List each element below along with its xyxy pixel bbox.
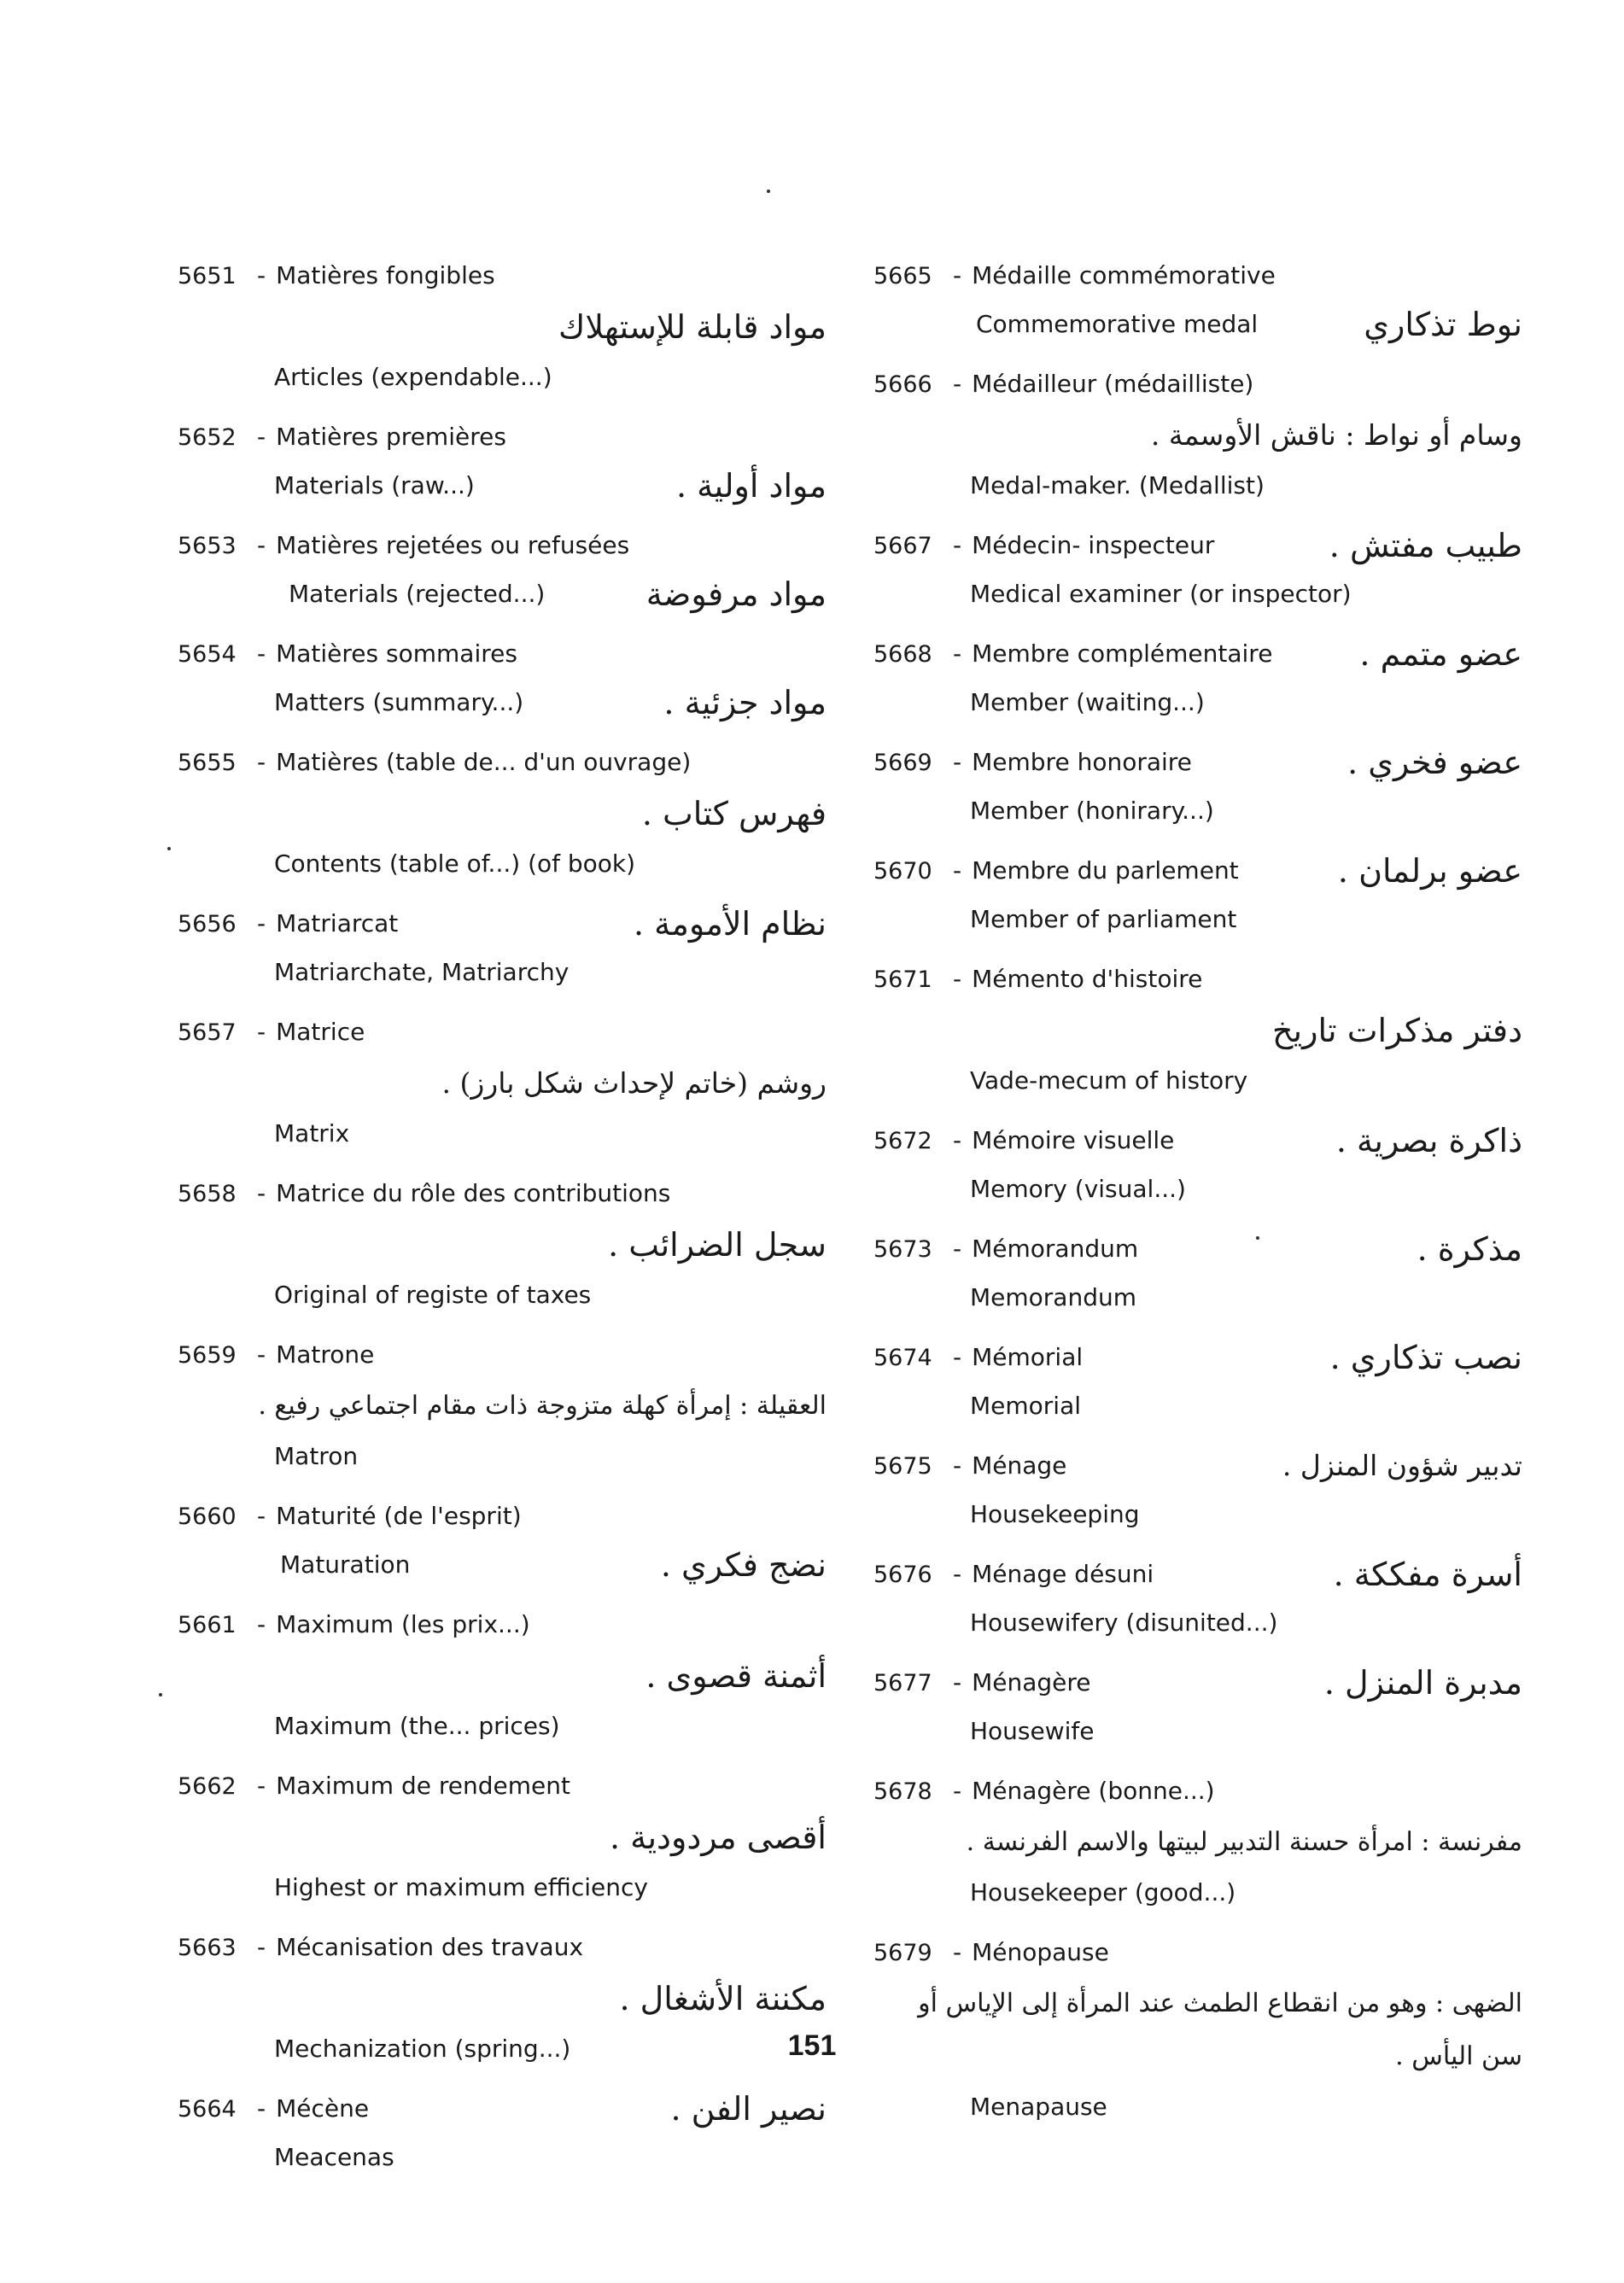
english-term: Matrix [274,1119,350,1147]
page-number: 151 [787,2029,837,2062]
english-term: Member (waiting...) [970,688,1205,716]
entry-number: 5660 [178,1504,237,1530]
english-term: Housewife [970,1717,1095,1745]
french-term: Médecin- inspecteur [972,531,1215,559]
entry-number: 5661 [178,1612,237,1638]
entry-number: 5677 [873,1670,932,1696]
french-term: Matières premières [276,423,506,451]
entry-number: 5655 [178,750,237,776]
entry-5666: 5666 - Médailleur (médailliste) وسام أو نواط : ناقش الأوسمة . Medal-maker. (Medallist) [873,360,1522,510]
entry-number: 5668 [873,641,932,668]
arabic-term: مواد قابلة للإستهلاك [558,308,827,346]
arabic-term: عضو فخري . [1347,744,1522,781]
arabic-term: فهرس كتاب . [641,795,827,832]
french-term: Ménagère (bonne...) [972,1777,1215,1805]
entry-5679: 5679 - Ménopause الضهى : وهو من انقطاع الطمث عند المرأة إلى الإياس أو سن اليأس . Menapause [873,1929,1522,2131]
entry-number: 5662 [178,1773,237,1800]
arabic-term: نظام الأمومة . [633,905,827,943]
scan-speck [167,847,171,850]
arabic-term: العقيلة : إمرأة كهلة متزوجة ذات مقام اجتماعي رفيع . [258,1391,827,1421]
french-term: Matières rejetées ou refusées [276,531,630,559]
entry-number: 5659 [178,1342,237,1369]
entry-number: 5658 [178,1181,237,1207]
entry-5665: 5665 - Médaille commémorative Commemorative medal نوط تذكاري [873,252,1522,348]
english-term: Commemorative medal [976,310,1259,338]
english-term: Mechanization (spring...) [274,2035,571,2063]
english-term: Matriarchate, Matriarchy [274,958,570,986]
entry-number: 5673 [873,1236,932,1263]
entry-5652: 5652 - Matières premières Materials (raw...) مواد أولية . [178,413,827,510]
scan-speck [159,1693,162,1696]
french-term: Mécanisation des travaux [276,1933,584,1961]
left-column [178,252,827,2193]
entry-5669: 5669 - Membre honoraire عضو فخري . Member (honirary...) [873,739,1522,835]
english-term: Medical examiner (or inspector) [970,580,1352,608]
entry-5653: 5653 - Matières rejetées ou refusées Materials (rejected...) مواد مرفوضة [178,522,827,618]
french-term: Membre complémentaire [972,639,1273,668]
french-term: Ménagère [972,1668,1091,1696]
french-term: Matières sommaires [276,639,517,668]
scan-speck [767,190,770,193]
entry-5658: 5658 - Matrice du rôle des contributions سجل الضرائب . Original of registe of taxes [178,1170,827,1319]
arabic-term: نوط تذكاري [1364,306,1522,343]
english-term: Materials (raw...) [274,471,475,499]
entry-number: 5653 [178,533,237,559]
english-term: Articles (expendable...) [274,363,552,391]
french-term: Matières (table de... d'un ouvrage) [276,748,692,776]
french-term: Ménage [972,1451,1067,1480]
french-term: Matrice du rôle des contributions [276,1179,671,1207]
arabic-term: دفتر مذكرات تاريخ [1272,1012,1522,1049]
arabic-term: روشم (خاتم لإحداث شكل بارز) . [441,1066,827,1100]
entry-5671: 5671 - Mémento d'histoire دفتر مذكرات تاريخ Vade-mecum of history [873,955,1522,1105]
entry-5678: 5678 - Ménagère (bonne...) مفرنسة : امرأة حسنة التدبير لبيتها والاسم الفرنسة . Housekeeper (good...) [873,1767,1522,1917]
entry-number: 5676 [873,1562,932,1588]
entry-5654: 5654 - Matières sommaires Matters (summary...) مواد جزئية . [178,630,827,727]
entry-number: 5671 [873,966,932,993]
entry-number: 5674 [873,1345,932,1371]
english-term: Matters (summary...) [274,688,524,716]
entry-5661: 5661 - Maximum (les prix...) أثمنة قصوى . Maximum (the... prices) [178,1601,827,1750]
french-term: Médailleur (médailliste) [972,370,1254,398]
english-term: Housewifery (disunited...) [970,1609,1278,1637]
entry-number: 5665 [873,263,932,289]
entry-number: 5675 [873,1453,932,1480]
english-term: Medal-maker. (Medallist) [970,471,1265,499]
entry-number: 5670 [873,858,932,885]
entry-5664: 5664 - Mécène نصير الفن . Meacenas [178,2085,827,2181]
arabic-term: أثمنة قصوى . [646,1657,827,1695]
english-term: Materials (rejected...) [289,580,546,608]
arabic-term: مذكرة . [1417,1230,1522,1268]
entry-5657: 5657 - Matrice روشم (خاتم لإحداث شكل بارز) . Matrix [178,1008,827,1158]
entry-5655: 5655 - Matières (table de... d'un ouvrage) فهرس كتاب . Contents (table of...) (of book) [178,739,827,888]
french-term: Maximum (les prix...) [276,1610,530,1638]
arabic-term: نضج فكري . [660,1546,827,1584]
english-term: Contents (table of...) (of book) [274,850,636,878]
french-term: Mémorial [972,1343,1084,1371]
entry-5663: 5663 - Mécanisation des travaux مكننة الأشغال . Mechanization (spring...) [178,1924,827,2073]
english-term: Housekeeping [970,1500,1140,1528]
arabic-term: أسرة مفككة . [1333,1556,1522,1593]
arabic-term: نصير الفن . [670,2090,827,2128]
english-term: Vade-mecum of history [970,1066,1248,1095]
french-term: Matrice [276,1018,365,1046]
entry-5651: 5651 - Matières fongibles مواد قابلة للإستهلاك Articles (expendable...) [178,252,827,401]
entry-5677: 5677 - Ménagère مدبرة المنزل . Housewife [873,1659,1522,1755]
english-term: Memorial [970,1392,1082,1420]
arabic-term: مواد مرفوضة [646,575,827,613]
arabic-term: تدبير شؤون المنزل . [1282,1449,1522,1482]
french-term: Médaille commémorative [972,261,1276,289]
english-term: Highest or maximum efficiency [274,1873,648,1901]
french-term: Ménage désuni [972,1560,1154,1588]
entry-number: 5652 [178,424,237,451]
arabic-term: عضو برلمان . [1337,852,1522,890]
entry-5668: 5668 - Membre complémentaire عضو متمم . Member (waiting...) [873,630,1522,727]
arabic-term: وسام أو نواط : ناقش الأوسمة . [1150,418,1522,452]
arabic-term: طبيب مفتش . [1329,527,1522,564]
english-term: Meacenas [274,2143,394,2171]
entry-number: 5651 [178,263,237,289]
arabic-term: أقصى مردودية . [609,1819,827,1856]
french-term: Matrone [276,1340,375,1369]
english-term: Housekeeper (good...) [970,1878,1236,1906]
entry-number: 5672 [873,1128,932,1154]
arabic-term: مواد أولية . [675,467,827,505]
entry-5676: 5676 - Ménage désuni أسرة مفككة . Housewifery (disunited...) [873,1550,1522,1647]
arabic-term: عضو متمم . [1359,635,1522,673]
right-column [873,252,1522,2143]
entry-number: 5657 [178,1019,237,1046]
english-term: Member of parliament [970,905,1237,933]
french-term: Maturité (de l'esprit) [276,1502,522,1530]
arabic-term: مكننة الأشغال . [619,1980,827,2017]
english-term: Maximum (the... prices) [274,1712,560,1740]
arabic-term: سجل الضرائب . [608,1226,827,1264]
english-term: Member (honirary...) [970,797,1214,825]
english-term: Matron [274,1442,359,1470]
entry-5660: 5660 - Maturité (de l'esprit) Maturation نضج فكري . [178,1492,827,1589]
arabic-term: مدبرة المنزل . [1323,1664,1522,1702]
entry-5667: 5667 - Médecin- inspecteur طبيب مفتش . Medical examiner (or inspector) [873,522,1522,618]
entry-5662: 5662 - Maximum de rendement أقصى مردودية . Highest or maximum efficiency [178,1762,827,1912]
arabic-term: الضهى : وهو من انقطاع الطمث عند المرأة إلى الإياس أو سن اليأس . [918,1988,1522,2071]
french-term: Membre du parlement [972,856,1239,885]
entry-number: 5667 [873,533,932,559]
entry-number: 5656 [178,911,237,937]
arabic-term: مفرنسة : امرأة حسنة التدبير لبيتها والاسم الفرنسة . [966,1827,1522,1857]
arabic-term: مواد جزئية . [663,684,827,721]
entry-5672: 5672 - Mémoire visuelle ذاكرة بصرية . Memory (visual...) [873,1117,1522,1213]
entry-5670: 5670 - Membre du parlement عضو برلمان . Member of parliament [873,847,1522,943]
french-term: Mémento d'histoire [972,965,1203,993]
entry-5656: 5656 - Matriarcat نظام الأمومة . Matriarchate, Matriarchy [178,900,827,996]
arabic-term: ذاكرة بصرية . [1335,1122,1522,1159]
entry-5674: 5674 - Mémorial نصب تذكاري . Memorial [873,1334,1522,1430]
entry-number: 5666 [873,371,932,398]
entry-number: 5664 [178,2096,237,2122]
french-term: Mémoire visuelle [972,1126,1175,1154]
english-term: Memorandum [970,1283,1137,1311]
scan-speck [1256,1236,1259,1240]
english-term: Maturation [280,1550,411,1579]
french-term: Ménopause [972,1938,1109,1966]
entry-5659: 5659 - Matrone العقيلة : إمرأة كهلة متزوجة ذات مقام اجتماعي رفيع . Matron [178,1331,827,1480]
french-term: Mémorandum [972,1235,1139,1263]
french-term: Maximum de rendement [276,1772,570,1800]
entry-number: 5679 [873,1940,932,1966]
arabic-term: نصب تذكاري . [1329,1339,1522,1376]
english-term: Menapause [970,2093,1107,2121]
entry-number: 5654 [178,641,237,668]
entry-number: 5678 [873,1778,932,1805]
french-term: Mécène [276,2094,370,2122]
entry-5675: 5675 - Ménage تدبير شؤون المنزل . Housekeeping [873,1442,1522,1539]
french-term: Matières fongibles [276,261,495,289]
english-term: Memory (visual...) [970,1175,1186,1203]
french-term: Membre honoraire [972,748,1192,776]
entry-5673: 5673 - Mémorandum مذكرة . Memorandum [873,1225,1522,1322]
entry-number: 5669 [873,750,932,776]
french-term: Matriarcat [276,909,399,937]
english-term: Original of registe of taxes [274,1281,592,1309]
entry-number: 5663 [178,1935,237,1961]
